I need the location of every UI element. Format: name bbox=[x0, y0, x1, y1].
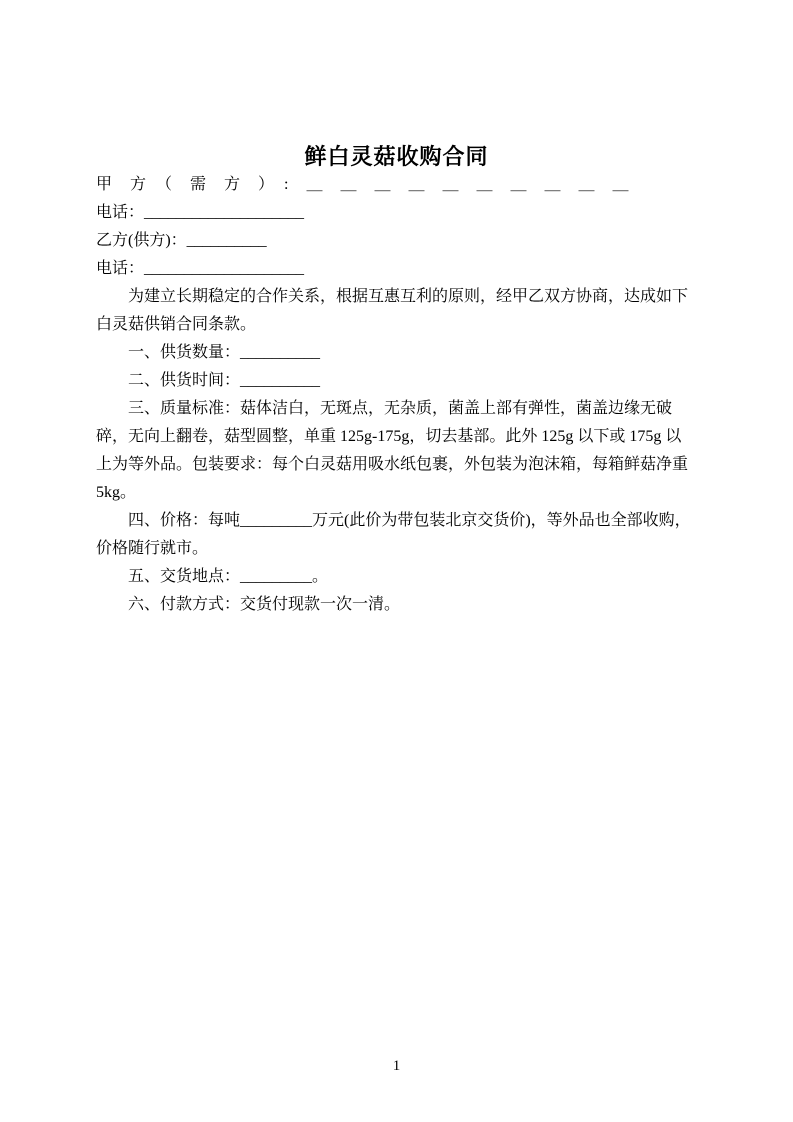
party-a-phone-line: 电话：____________________ bbox=[96, 204, 305, 221]
page-number: 1 bbox=[392, 1058, 401, 1074]
clause-supply-quantity: 一、供货数量：__________ bbox=[128, 344, 321, 361]
clause-price: 四、价格：每吨_________万元(此价为带包装北京交货价)，等外品也全部收购，价格随行就市。 bbox=[96, 512, 691, 557]
party-b-line: 乙方(供方)：__________ bbox=[96, 232, 267, 249]
party-b-phone-line: 电话：____________________ bbox=[96, 260, 305, 277]
intro-paragraph: 为建立长期稳定的合作关系，根据互惠互利的原则，经甲乙双方协商，达成如下白灵菇供销合同条款。 bbox=[96, 288, 689, 333]
clause-quality-standard: 三、质量标准：菇体洁白，无斑点，无杂质，菌盖上部有弹性，菌盖边缘无破碎，无向上翻卷，菇型圆整，单重 125g-175g，切去基部。此外 125g 以下或 175g 以上为等外品。包装要求：每个白灵菇用吸水纸包裹，外包装为泡沫箱，每箱鲜菇净重 5kg。 bbox=[96, 400, 689, 501]
clause-payment-method: 六、付款方式：交货付现款一次一清。 bbox=[128, 596, 401, 613]
party-a-line: 甲 方 （ 需 方 ） : ＿ ＿ ＿ ＿ ＿ ＿ ＿ ＿ ＿ ＿ bbox=[96, 176, 630, 193]
clause-supply-time: 二、供货时间：__________ bbox=[128, 372, 321, 389]
document-title: 鲜白灵菇收购合同 bbox=[304, 144, 489, 169]
clause-delivery-location: 五、交货地点：_________。 bbox=[128, 568, 329, 585]
